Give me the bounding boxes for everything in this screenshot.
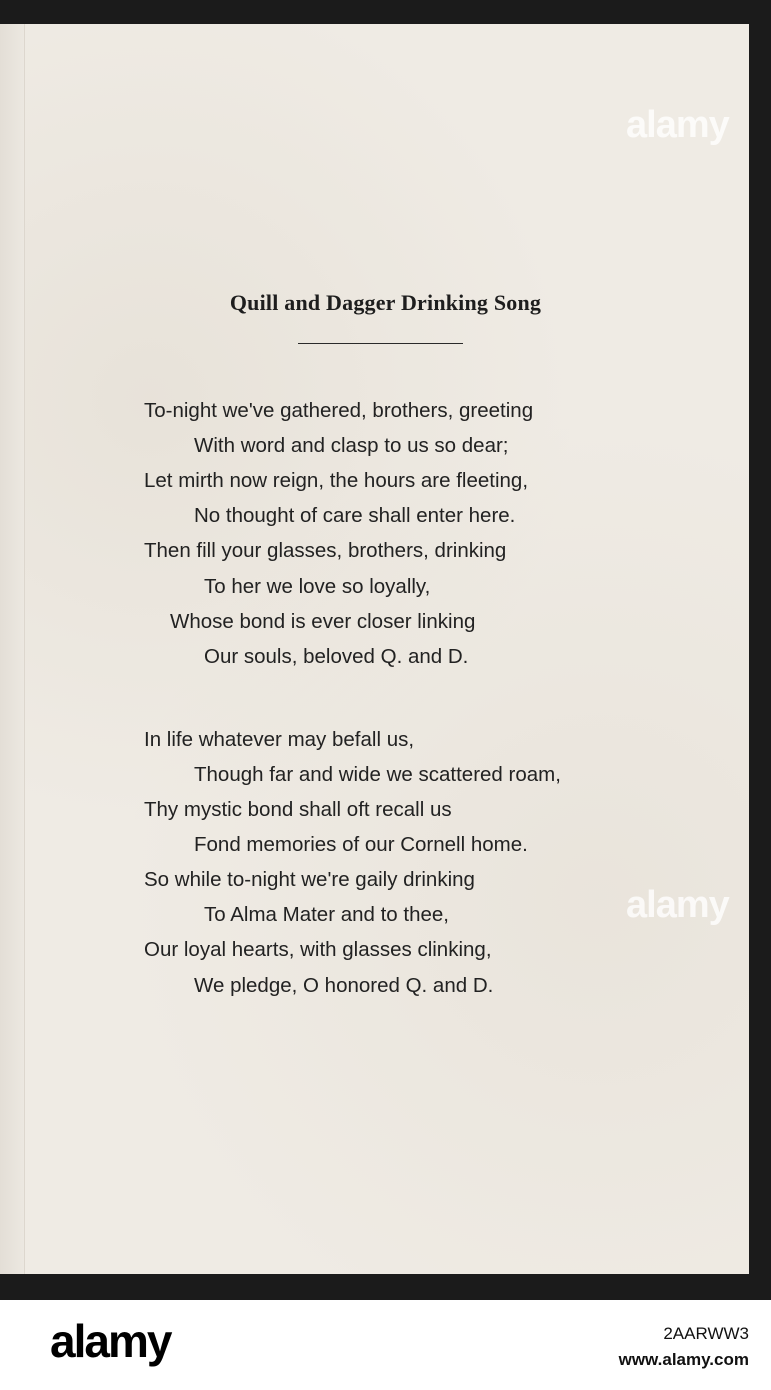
verse-line: Fond memories of our Cornell home. — [194, 833, 528, 856]
verse-line: Our loyal hearts, with glasses clinking, — [144, 938, 492, 961]
verse-line: To-night we've gathered, brothers, greeting — [144, 399, 534, 422]
alamy-logo: alamy — [50, 1315, 171, 1367]
verse-line: To Alma Mater and to thee, — [204, 903, 449, 926]
verse-line: Thy mystic bond shall oft recall us — [144, 798, 452, 821]
verse-line: We pledge, O honored Q. and D. — [194, 974, 494, 997]
watermark-logo: alamy — [626, 884, 729, 926]
title-divider — [298, 343, 463, 344]
verse-line: So while to-night we're gaily drinking — [144, 868, 475, 891]
verse-line: To her we love so loyally, — [204, 575, 431, 598]
verse-line: Let mirth now reign, the hours are fleeting, — [144, 469, 529, 492]
footer-url: www.alamy.com — [618, 1350, 749, 1369]
verse-line: Then fill your glasses, brothers, drinking — [144, 539, 507, 562]
verse-line: Whose bond is ever closer linking — [170, 610, 476, 633]
verse-line: In life whatever may befall us, — [144, 728, 415, 751]
stock-footer — [0, 1300, 771, 1390]
image-id: 2AARWW3 — [663, 1324, 749, 1343]
verse-line: With word and clasp to us so dear; — [194, 434, 509, 457]
verse-line: No thought of care shall enter here. — [194, 504, 516, 527]
watermark-logo: alamy — [626, 104, 729, 146]
page-binding-edge — [0, 24, 25, 1274]
verse-line: Though far and wide we scattered roam, — [194, 763, 561, 786]
verse-line: Our souls, beloved Q. and D. — [204, 645, 469, 668]
song-title: Quill and Dagger Drinking Song — [229, 290, 542, 315]
